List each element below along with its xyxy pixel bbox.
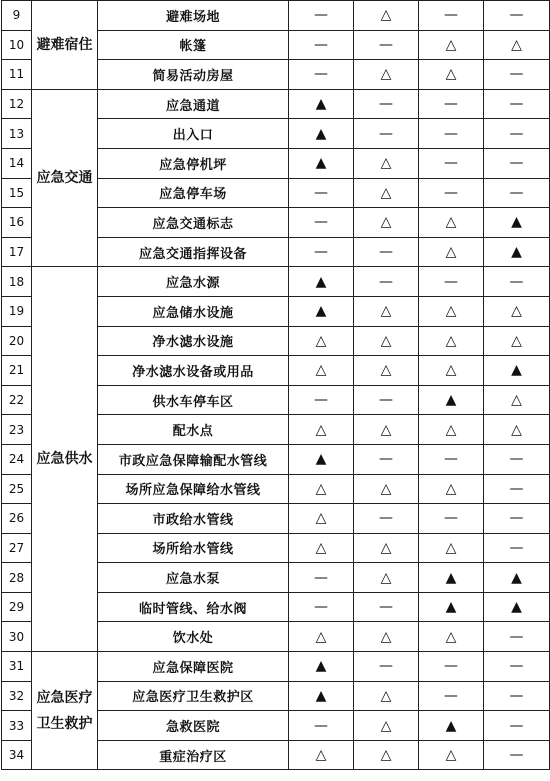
requirement-symbol: △ <box>354 415 419 445</box>
requirement-symbol: △ <box>419 30 484 60</box>
requirement-symbol: ▲ <box>289 89 354 119</box>
row-number: 33 <box>2 711 32 741</box>
requirement-symbol: △ <box>484 296 550 326</box>
category-label-line: 应急交通 <box>36 170 93 187</box>
requirement-symbol: △ <box>354 296 419 326</box>
row-number: 9 <box>2 1 32 31</box>
requirement-symbol: △ <box>289 474 354 504</box>
requirement-symbol: ▲ <box>289 119 354 149</box>
requirement-symbol: — <box>484 681 550 711</box>
row-number: 27 <box>2 533 32 563</box>
facility-table <box>1 0 550 770</box>
requirement-symbol: ▲ <box>484 563 550 593</box>
requirement-symbol: — <box>484 1 550 31</box>
row-number: 32 <box>2 681 32 711</box>
facility-name: 避难场地 <box>98 1 289 31</box>
requirement-symbol: △ <box>419 60 484 90</box>
row-number: 10 <box>2 30 32 60</box>
requirement-symbol: — <box>289 592 354 622</box>
requirement-symbol: △ <box>484 326 550 356</box>
requirement-symbol: △ <box>354 681 419 711</box>
requirement-symbol: ▲ <box>484 356 550 386</box>
requirement-symbol: — <box>484 622 550 652</box>
requirement-symbol: ▲ <box>289 444 354 474</box>
requirement-symbol: — <box>289 208 354 238</box>
requirement-symbol: — <box>354 237 419 267</box>
facility-name: 场所给水管线 <box>98 533 289 563</box>
requirement-symbol: — <box>484 474 550 504</box>
requirement-symbol: — <box>419 1 484 31</box>
facility-name: 应急交通标志 <box>98 208 289 238</box>
row-number: 31 <box>2 652 32 682</box>
facility-name: 饮水处 <box>98 622 289 652</box>
requirement-symbol: △ <box>484 415 550 445</box>
row-number: 23 <box>2 415 32 445</box>
requirement-symbol: △ <box>354 533 419 563</box>
row-number: 11 <box>2 60 32 90</box>
requirement-symbol: — <box>484 60 550 90</box>
requirement-symbol: — <box>354 592 419 622</box>
requirement-symbol: ▲ <box>289 148 354 178</box>
facility-name: 场所应急保障给水管线 <box>98 474 289 504</box>
requirement-symbol: — <box>354 119 419 149</box>
requirement-symbol: — <box>484 711 550 741</box>
facility-name: 应急通道 <box>98 89 289 119</box>
requirement-symbol: — <box>484 178 550 208</box>
requirement-symbol: △ <box>289 326 354 356</box>
requirement-symbol: — <box>354 267 419 297</box>
requirement-symbol: — <box>484 119 550 149</box>
requirement-symbol: — <box>289 178 354 208</box>
requirement-symbol: △ <box>289 415 354 445</box>
facility-name: 供水车停车区 <box>98 385 289 415</box>
category-label-line: 应急医疗 <box>36 689 93 706</box>
table-row <box>2 267 550 297</box>
requirement-symbol: △ <box>484 30 550 60</box>
requirement-symbol: — <box>289 385 354 415</box>
requirement-symbol: — <box>484 267 550 297</box>
requirement-symbol: — <box>484 89 550 119</box>
requirement-symbol: — <box>354 30 419 60</box>
requirement-symbol: ▲ <box>484 208 550 238</box>
category-cell <box>32 267 98 652</box>
requirement-symbol: — <box>419 652 484 682</box>
requirement-symbol: — <box>419 681 484 711</box>
row-number: 19 <box>2 296 32 326</box>
requirement-symbol: △ <box>484 385 550 415</box>
facility-name: 简易活动房屋 <box>98 60 289 90</box>
requirement-symbol: △ <box>354 208 419 238</box>
row-number: 22 <box>2 385 32 415</box>
requirement-symbol: ▲ <box>419 385 484 415</box>
facility-name: 应急水源 <box>98 267 289 297</box>
requirement-symbol: — <box>289 1 354 31</box>
category-cell <box>32 652 98 770</box>
requirement-symbol: △ <box>419 415 484 445</box>
requirement-symbol: △ <box>354 474 419 504</box>
requirement-symbol: △ <box>354 563 419 593</box>
requirement-symbol: — <box>354 385 419 415</box>
requirement-symbol: — <box>484 533 550 563</box>
category-label-line: 卫生救护 <box>36 715 93 732</box>
facility-name: 应急储水设施 <box>98 296 289 326</box>
requirement-symbol: — <box>289 711 354 741</box>
requirement-symbol: △ <box>289 740 354 770</box>
requirement-symbol: — <box>419 89 484 119</box>
requirement-symbol: △ <box>354 711 419 741</box>
facility-name: 市政应急保障输配水管线 <box>98 444 289 474</box>
requirement-symbol: — <box>354 652 419 682</box>
requirement-symbol: ▲ <box>484 592 550 622</box>
requirement-symbol: — <box>419 267 484 297</box>
requirement-symbol: — <box>484 504 550 534</box>
facility-name: 临时管线、给水阀 <box>98 592 289 622</box>
row-number: 14 <box>2 148 32 178</box>
requirement-symbol: — <box>484 444 550 474</box>
requirement-symbol: ▲ <box>419 711 484 741</box>
category-label-line: 避难宿住 <box>36 36 93 53</box>
requirement-symbol: — <box>354 444 419 474</box>
requirement-symbol: — <box>419 119 484 149</box>
requirement-symbol: △ <box>419 237 484 267</box>
row-number: 21 <box>2 356 32 386</box>
requirement-symbol: — <box>484 652 550 682</box>
facility-name: 出入口 <box>98 119 289 149</box>
requirement-symbol: ▲ <box>419 563 484 593</box>
row-number: 25 <box>2 474 32 504</box>
facility-name: 帐篷 <box>98 30 289 60</box>
requirement-symbol: △ <box>354 178 419 208</box>
requirement-symbol: ▲ <box>289 652 354 682</box>
row-number: 28 <box>2 563 32 593</box>
row-number: 20 <box>2 326 32 356</box>
row-number: 17 <box>2 237 32 267</box>
table-row <box>2 89 550 119</box>
requirement-symbol: △ <box>419 326 484 356</box>
requirement-symbol: △ <box>354 622 419 652</box>
requirement-symbol: △ <box>354 148 419 178</box>
requirement-symbol: ▲ <box>289 681 354 711</box>
requirement-symbol: △ <box>354 326 419 356</box>
requirement-symbol: ▲ <box>419 592 484 622</box>
requirement-symbol: △ <box>419 533 484 563</box>
facility-name: 市政给水管线 <box>98 504 289 534</box>
requirement-symbol: — <box>419 148 484 178</box>
requirement-symbol: △ <box>419 474 484 504</box>
requirement-symbol: — <box>289 237 354 267</box>
facility-name: 净水滤水设施 <box>98 326 289 356</box>
row-number: 26 <box>2 504 32 534</box>
facility-name: 应急停车场 <box>98 178 289 208</box>
table-body <box>2 1 550 770</box>
requirement-symbol: — <box>289 30 354 60</box>
category-label-line: 应急供水 <box>36 451 93 468</box>
requirement-symbol: — <box>354 89 419 119</box>
requirement-symbol: △ <box>354 740 419 770</box>
requirement-symbol: — <box>419 504 484 534</box>
requirement-symbol: △ <box>354 60 419 90</box>
row-number: 12 <box>2 89 32 119</box>
facility-name: 重症治疗区 <box>98 740 289 770</box>
row-number: 30 <box>2 622 32 652</box>
row-number: 18 <box>2 267 32 297</box>
facility-name: 应急医疗卫生救护区 <box>98 681 289 711</box>
facility-name: 应急水泵 <box>98 563 289 593</box>
requirement-symbol: — <box>484 740 550 770</box>
category-cell <box>32 89 98 267</box>
requirement-symbol: — <box>419 444 484 474</box>
facility-name: 应急保障医院 <box>98 652 289 682</box>
requirement-symbol: △ <box>419 622 484 652</box>
table-row <box>2 652 550 682</box>
table-row <box>2 1 550 31</box>
requirement-symbol: △ <box>419 740 484 770</box>
requirement-symbol: △ <box>419 296 484 326</box>
requirement-symbol: △ <box>419 356 484 386</box>
facility-name: 净水滤水设备或用品 <box>98 356 289 386</box>
requirement-symbol: — <box>419 178 484 208</box>
facility-name: 应急停机坪 <box>98 148 289 178</box>
requirement-symbol: △ <box>354 1 419 31</box>
requirement-symbol: ▲ <box>484 237 550 267</box>
row-number: 16 <box>2 208 32 238</box>
requirement-symbol: △ <box>419 208 484 238</box>
category-cell <box>32 1 98 90</box>
requirement-symbol: △ <box>354 356 419 386</box>
requirement-symbol: △ <box>289 622 354 652</box>
requirement-symbol: — <box>484 148 550 178</box>
facility-name: 配水点 <box>98 415 289 445</box>
requirement-symbol: — <box>289 60 354 90</box>
row-number: 29 <box>2 592 32 622</box>
requirement-symbol: △ <box>289 356 354 386</box>
facility-name: 急救医院 <box>98 711 289 741</box>
row-number: 24 <box>2 444 32 474</box>
requirement-symbol: ▲ <box>289 296 354 326</box>
row-number: 13 <box>2 119 32 149</box>
row-number: 15 <box>2 178 32 208</box>
requirement-symbol: — <box>289 563 354 593</box>
requirement-symbol: △ <box>289 533 354 563</box>
requirement-symbol: ▲ <box>289 267 354 297</box>
row-number: 34 <box>2 740 32 770</box>
facility-name: 应急交通指挥设备 <box>98 237 289 267</box>
requirement-symbol: △ <box>289 504 354 534</box>
requirement-symbol: — <box>354 504 419 534</box>
